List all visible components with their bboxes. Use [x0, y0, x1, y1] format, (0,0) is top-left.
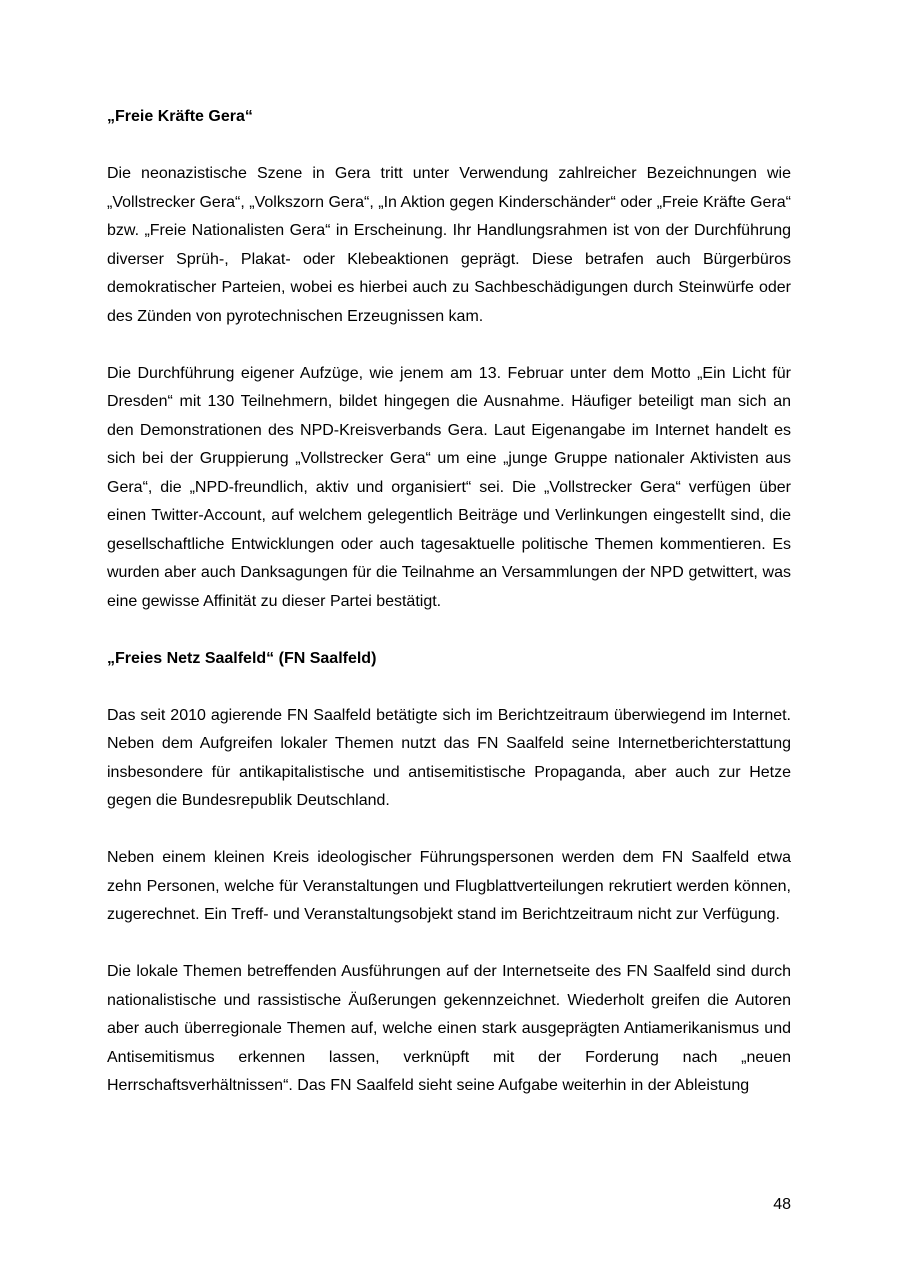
section-heading: „Freies Netz Saalfeld“ (FN Saalfeld): [107, 649, 377, 667]
paragraph: Die Durchführung eigener Aufzüge, wie jenem am 13. Februar unter dem Motto „Ein Licht für Dresden“ mit 130 Teilnehmern, bildet hingegen die Ausnahme. Häufiger beteiligt man sich an den Demonstrationen des NPD-Kreisverbands Gera. Laut Eigenangabe im Internet handelt es sich bei der Gruppierung „Vollstrecker Gera“ um eine „junge Gruppe nationaler Aktivisten aus Gera“, die „NPD-freundlich, aktiv und organisiert“ sei. Die „Vollstrecker Gera“ verfügen über einen Twitter-Account, auf welchem gelegentlich Beiträge und Verlinkungen eingestellt sind, die gesellschaftliche Entwicklungen oder auch tagesaktuelle politische Themen kommentieren. Es wurden aber auch Danksagungen für die Teilnahme an Versammlungen der NPD getwittert, was eine gewisse Affinität zu dieser Partei bestätigt.: [107, 364, 791, 610]
section-freies-netz-saalfeld: [107, 645, 791, 1101]
paragraph: Das seit 2010 agierende FN Saalfeld betätigte sich im Berichtzeitraum überwiegend im Internet. Neben dem Aufgreifen lokaler Themen nutzt das FN Saalfeld seine Internetberichterstattung insbesondere für antikapitalistische und antisemitistische Propaganda, aber auch zur Hetze gegen die Bundesrepublik Deutschland.: [107, 706, 791, 809]
paragraph: Die lokale Themen betreffenden Ausführungen auf der Internetseite des FN Saalfeld sind durch nationalistische und rassistische Äußerungen gekennzeichnet. Wiederholt greifen die Autoren aber auch überregionale Themen auf, welche einen stark ausgeprägten Antiamerikanismus und Antisemitismus erkennen lassen, verknüpft mit der Forderung nach „neuen Herrschaftsverhältnissen“. Das FN Saalfeld sieht seine Aufgabe weiterhin in der Ableistung: [107, 963, 791, 1094]
section-heading: „Freie Kräfte Gera“: [107, 108, 253, 125]
paragraph: Neben einem kleinen Kreis ideologischer Führungspersonen werden dem FN Saalfeld etwa zehn Personen, welche für Veranstaltungen und Flugblattverteilungen rekrutiert werden können, zugerechnet. Ein Treff- und Veranstaltungsobjekt stand im Berichtzeitraum nicht zur Verfügung.: [107, 849, 791, 923]
section-freie-kraefte-gera: [107, 103, 791, 616]
page-number: 48: [773, 1196, 791, 1213]
paragraph: Die neonazistische Szene in Gera tritt unter Verwendung zahlreicher Bezeichnungen wie „Vollstrecker Gera“, „Volkszorn Gera“, „In Aktion gegen Kinderschänder“ oder „Freie Kräfte Gera“ bzw. „Freie Nationalisten Gera“ in Erscheinung. Ihr Handlungsrahmen ist von der Durchführung diverser Sprüh-, Plakat- oder Klebeaktionen geprägt. Diese betrafen auch Bürgerbüros demokratischer Parteien, wobei es hierbei auch zu Sachbeschädigungen durch Steinwürfe oder des Zünden von pyrotechnischen Erzeugnissen kam.: [107, 165, 791, 325]
document-page: [107, 103, 791, 1129]
